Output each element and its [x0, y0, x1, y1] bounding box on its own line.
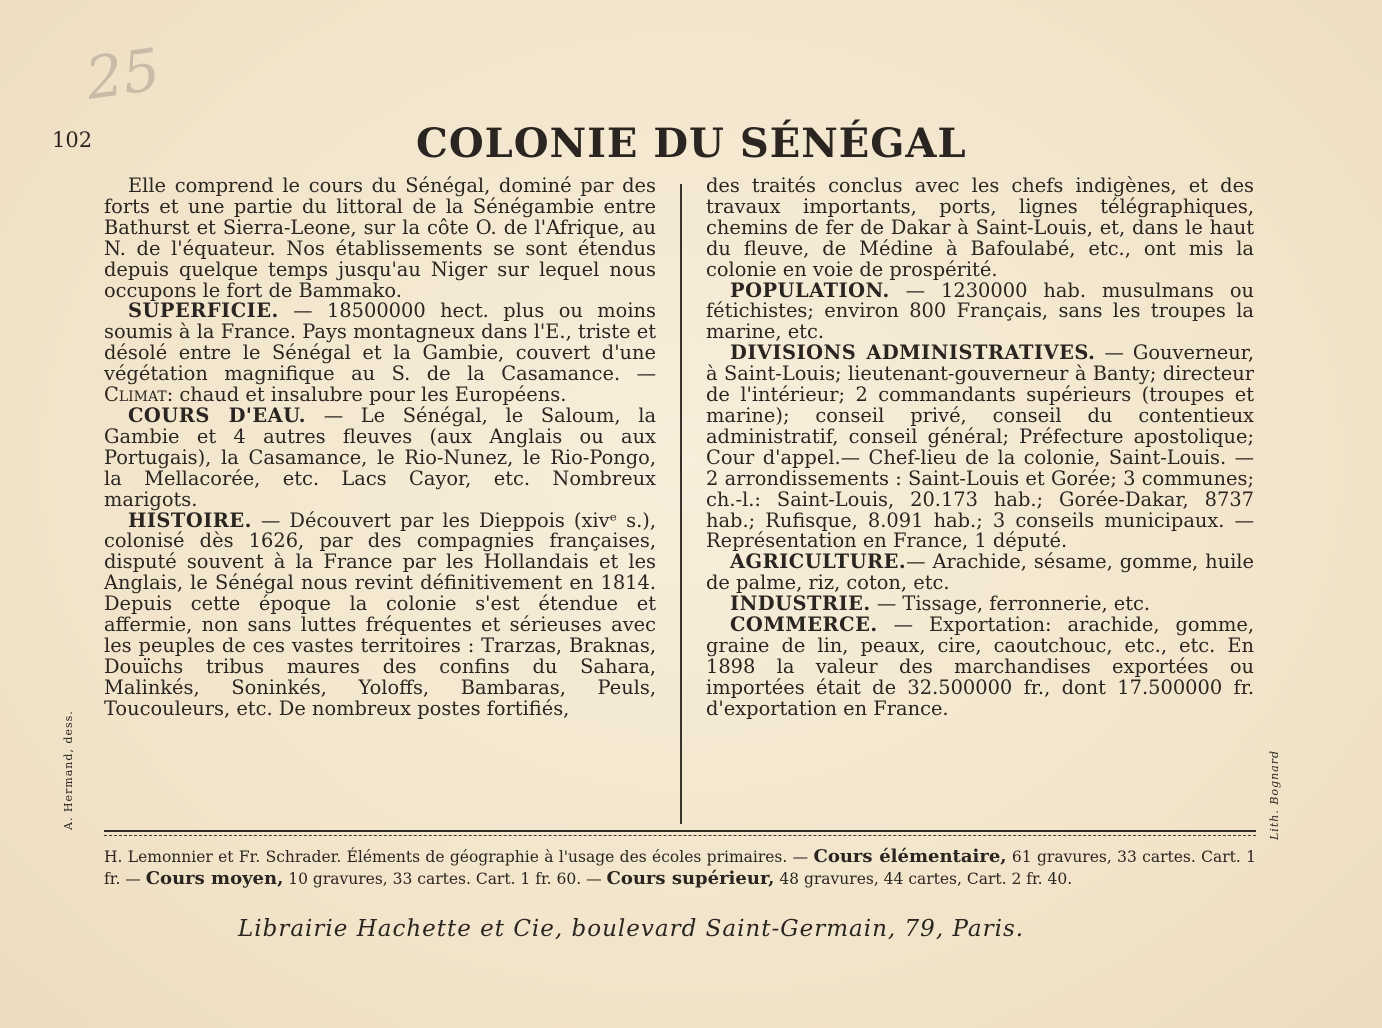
superficie-text: — 18500000 hect. plus ou moins soumis à la France. Pays montagneux dans l'E., triste et désolé entre le Sénégal et la Gambie, couvert d'une végétation magnifique au S. de la Casamance. — — [104, 299, 656, 386]
cours-moyen-label: Cours moyen, — [145, 868, 284, 889]
cours-moyen-text: 10 gravures, 33 cartes. Cart. 1 fr. 60. — — [283, 870, 607, 888]
pencil-annotation: 25 — [81, 35, 165, 113]
cours-deau-paragraph — [104, 403, 657, 511]
intro-paragraph: Elle comprend le cours du Sénégal, dominé par des forts et une partie du littoral de la Sénégambie entre Bathurst et Sierra-Leone, sur la côte O. de l'Afrique, au N. de l'équateur. Nos établissements se sont étendus depuis quelque temps jusqu'au Niger sur lequel nous occupons le fort de Bammako. — [104, 174, 656, 302]
industrie-heading: INDUSTRIE. — [730, 592, 871, 616]
footer-rule-dashed — [104, 835, 1256, 836]
cours-deau-text: — Le Sénégal, le Saloum, la Gambie et 4 autres fleuves (aux Anglais ou aux Portugais), la Casamance, le Rio-Nunez, le Rio-Pongo, la Mellacorée, etc. Lacs Cayor, etc. Nombreux marigots. — [104, 403, 657, 511]
cours-elementaire-label: Cours élémentaire, — [813, 846, 1007, 867]
lithographer-credit: Lith. Bognard — [1268, 749, 1281, 840]
divisions-heading: DIVISIONS ADMINISTRATIVES. — [730, 341, 1096, 365]
cours-superieur-text: 48 gravures, 44 cartes, Cart. 2 fr. 40. — [774, 870, 1073, 888]
commerce-text: — Exportation: arachide, gomme, graine de lin, peaux, cire, caoutchouc, etc., etc. En 1898 la valeur des marchandises exportées ou importées était de 32.500000 fr., dont 17.500000 fr. d'exportation en France. — [706, 613, 1254, 720]
footer-advertisement — [104, 846, 1256, 890]
cours-elementaire-text: 61 gravures, 33 cartes. Cart. 1 fr. — — [104, 848, 1256, 888]
agriculture-paragraph — [706, 552, 1254, 594]
industrie-paragraph — [706, 594, 1254, 615]
histoire-heading: HISTOIRE. — [128, 508, 252, 532]
commerce-paragraph — [706, 615, 1254, 720]
left-column — [104, 176, 656, 720]
commerce-heading: COMMERCE. — [730, 613, 878, 637]
footer-rule — [104, 830, 1256, 832]
page-title: COLONIE DU SÉNÉGAL — [416, 120, 967, 167]
histoire-text: — Découvert par les Dieppois (xivᵉ s.), colonisé dès 1626, par des compagnies françaises, disputé souvent à la France par les Hollandais et les Anglais, le Sénégal nous revint définitivement en 1814. Depuis cette époque la colonie s'est étendue et affermie, non sans luttes fréquentes et sérieuses avec les peuples de ces vastes territoires : Trarzas, Braknas, Douïchs tribus maures des confins du Sahara, Malinkés, Soninkés, Yoloffs, Bambaras, Peuls, Toucouleurs, etc. De nombreux postes fortifiés, — [104, 508, 656, 720]
divisions-paragraph — [706, 343, 1254, 552]
climat-text: : chaud et insalubre pour les Européens. — [166, 383, 567, 407]
right-column — [706, 176, 1254, 720]
column-divider — [680, 184, 682, 824]
continuation-paragraph: des traités conclus avec les chefs indigènes, et des travaux importants, ports, lignes télégraphiques, chemins de fer de Dakar à Saint-Louis, et, dans le haut du fleuve, de Médine à Bafoulabé, etc., ont mis la colonie en voie de prospérité. — [706, 174, 1254, 281]
footer-authors: H. Lemonnier et Fr. Schrader. Éléments de géographie à l'usage des écoles primaires. — — [104, 848, 814, 866]
climat-heading: Climat — [104, 383, 167, 407]
divisions-text: — Gouverneur, à Saint-Louis; lieutenant-gouverneur à Banty; directeur de l'intérieur; 2 commandants supérieurs (troupes et marine); conseil privé, conseil du contentieux administratif, conseil général; Préfecture apostolique; Cour d'appel.— Chef-lieu de la colonie, Saint-Louis. — 2 arrondissements : Saint-Louis et Gorée; 3 communes; ch.-l.: Saint-Louis, 20.173 hab.; Gorée-Dakar, 8737 hab.; Rufisque, 8.091 hab.; 3 conseils municipaux. — Représentation en France, 1 député. — [706, 341, 1254, 553]
agriculture-text: — Arachide, sésame, gomme, huile de palme, riz, coton, etc. — [706, 550, 1254, 595]
publisher-line: Librairie Hachette et Cie, boulevard Saint-Germain, 79, Paris. — [238, 916, 1025, 942]
agriculture-heading: AGRICULTURE. — [730, 550, 907, 574]
cours-superieur-label: Cours supérieur, — [606, 868, 775, 889]
cours-deau-heading: COURS D'EAU. — [128, 403, 307, 427]
engraver-credit: A. Hermand, dess. — [62, 710, 75, 830]
population-paragraph — [706, 278, 1254, 344]
histoire-paragraph — [104, 508, 656, 720]
population-heading: POPULATION. — [730, 278, 890, 302]
industrie-text: — Tissage, ferronnerie, etc. — [870, 592, 1151, 616]
superficie-heading: SUPERFICIE. — [128, 299, 279, 323]
population-text: — 1230000 hab. musulmans ou fétichistes; environ 800 Français, sans les troupes la marine, etc. — [706, 278, 1254, 344]
superficie-paragraph — [104, 301, 656, 406]
page-number: 102 — [52, 128, 93, 152]
